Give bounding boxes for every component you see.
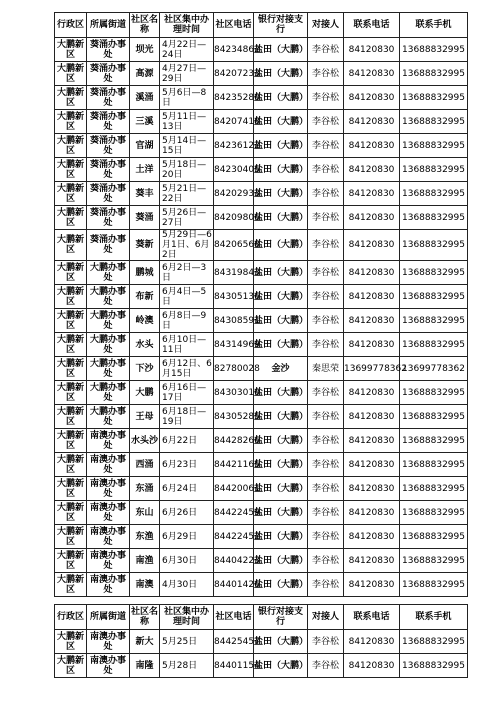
cell-schedule: 6月18日—19日 xyxy=(160,405,214,429)
cell-schedule: 6月10日—11日 xyxy=(160,333,214,357)
cell-community: 官湖 xyxy=(130,134,160,158)
cell-subdistrict: 南澳办事处 xyxy=(87,654,130,678)
cell-bank-branch: 盐田（大鹏） xyxy=(254,206,308,230)
cell-contact-phone: 84120830 xyxy=(344,309,400,333)
cell-district: 大鹏新区 xyxy=(55,38,87,62)
cell-district: 大鹏新区 xyxy=(55,525,87,549)
cell-community-phone: 84236122 xyxy=(214,134,254,158)
cell-contact-person: 李谷松 xyxy=(308,381,344,405)
cell-district: 大鹏新区 xyxy=(55,501,87,525)
cell-contact-person: 李谷松 xyxy=(308,285,344,309)
cell-schedule: 4月22日—24日 xyxy=(160,38,214,62)
cell-community-phone: 84303010 xyxy=(214,381,254,405)
cell-contact-person: 李谷松 xyxy=(308,206,344,230)
cell-contact-phone: 84120830 xyxy=(344,405,400,429)
cell-district: 大鹏新区 xyxy=(55,206,87,230)
cell-community-phone: 84207233 xyxy=(214,62,254,86)
cell-contact-phone: 84120830 xyxy=(344,86,400,110)
cell-schedule: 6月4日—5日 xyxy=(160,285,214,309)
cell-district: 大鹏新区 xyxy=(55,285,87,309)
cell-schedule: 5月21日—22日 xyxy=(160,182,214,206)
header-contact-mobile: 联系手机 xyxy=(400,605,468,630)
cell-contact-person: 李谷松 xyxy=(308,309,344,333)
table-row xyxy=(55,182,468,206)
table-row xyxy=(55,206,468,230)
cell-community: 三溪 xyxy=(130,110,160,134)
cell-community: 南渔 xyxy=(130,549,160,573)
cell-community-phone: 84428266 xyxy=(214,429,254,453)
cell-schedule: 6月16日—17日 xyxy=(160,381,214,405)
cell-contact-phone: 84120830 xyxy=(344,549,400,573)
cell-contact-person: 李谷松 xyxy=(308,654,344,678)
cell-contact-person: 李谷松 xyxy=(308,525,344,549)
cell-contact-phone: 84120830 xyxy=(344,261,400,285)
cell-schedule: 5月25日 xyxy=(160,630,214,654)
cell-community: 东渔 xyxy=(130,525,160,549)
cell-district: 大鹏新区 xyxy=(55,309,87,333)
cell-community-phone: 84422452 xyxy=(214,525,254,549)
cell-district: 大鹏新区 xyxy=(55,477,87,501)
cell-community: 坝光 xyxy=(130,38,160,62)
cell-district: 大鹏新区 xyxy=(55,549,87,573)
cell-schedule: 6月8日—9日 xyxy=(160,309,214,333)
cell-community: 王母 xyxy=(130,405,160,429)
cell-contact-person: 李谷松 xyxy=(308,182,344,206)
table-row xyxy=(55,357,468,381)
cell-subdistrict: 大鹏办事处 xyxy=(87,381,130,405)
cell-community-phone: 84234862 xyxy=(214,38,254,62)
cell-contact-mobile: 13688832995 xyxy=(400,206,468,230)
cell-contact-phone: 84120830 xyxy=(344,573,400,597)
table-row xyxy=(55,110,468,134)
table-row xyxy=(55,333,468,357)
cell-contact-mobile: 13688832995 xyxy=(400,110,468,134)
cell-community: 葵丰 xyxy=(130,182,160,206)
cell-bank-branch: 盐田（大鹏） xyxy=(254,134,308,158)
header-schedule: 社区集中办理时间 xyxy=(160,605,214,630)
cell-contact-person: 李谷松 xyxy=(308,62,344,86)
cell-contact-mobile: 13688832995 xyxy=(400,285,468,309)
cell-community-phone: 84202933 xyxy=(214,182,254,206)
cell-community: 布新 xyxy=(130,285,160,309)
cell-bank-branch: 盐田（大鹏） xyxy=(254,333,308,357)
cell-community: 东山 xyxy=(130,501,160,525)
cell-community-phone: 84235280 xyxy=(214,86,254,110)
cell-contact-mobile: 13688832995 xyxy=(400,654,468,678)
cell-bank-branch: 盐田（大鹏） xyxy=(254,182,308,206)
cell-district: 大鹏新区 xyxy=(55,405,87,429)
cell-district: 大鹏新区 xyxy=(55,654,87,678)
cell-contact-phone: 84120830 xyxy=(344,381,400,405)
header-schedule: 社区集中办理时间 xyxy=(160,13,214,38)
cell-district: 大鹏新区 xyxy=(55,86,87,110)
cell-contact-phone: 84120830 xyxy=(344,182,400,206)
cell-contact-phone: 84120830 xyxy=(344,333,400,357)
schedule-table-main xyxy=(54,12,468,597)
table-row xyxy=(55,573,468,597)
cell-subdistrict: 葵涌办事处 xyxy=(87,38,130,62)
cell-district: 大鹏新区 xyxy=(55,230,87,261)
cell-schedule: 6月29日 xyxy=(160,525,214,549)
cell-district: 大鹏新区 xyxy=(55,357,87,381)
table-row xyxy=(55,230,468,261)
cell-contact-person: 李谷松 xyxy=(308,158,344,182)
table-row xyxy=(55,158,468,182)
cell-contact-mobile: 13688832995 xyxy=(400,405,468,429)
cell-community: 水头沙 xyxy=(130,429,160,453)
cell-subdistrict: 葵涌办事处 xyxy=(87,134,130,158)
cell-bank-branch: 盐田（大鹏） xyxy=(254,110,308,134)
cell-bank-branch: 盐田（大鹏） xyxy=(254,654,308,678)
cell-contact-person: 李谷松 xyxy=(308,110,344,134)
cell-contact-phone: 84120830 xyxy=(344,230,400,261)
cell-subdistrict: 葵涌办事处 xyxy=(87,182,130,206)
cell-community: 鹏城 xyxy=(130,261,160,285)
cell-schedule: 5月26日—27日 xyxy=(160,206,214,230)
cell-bank-branch: 金沙 xyxy=(254,357,308,381)
cell-community-phone: 84319843 xyxy=(214,261,254,285)
cell-contact-person: 李谷松 xyxy=(308,477,344,501)
header-contact-mobile: 联系手机 xyxy=(400,13,468,38)
cell-community-phone: 84308591 xyxy=(214,309,254,333)
cell-subdistrict: 南澳办事处 xyxy=(87,453,130,477)
cell-community: 新大 xyxy=(130,630,160,654)
cell-community: 水头 xyxy=(130,333,160,357)
cell-subdistrict: 大鹏办事处 xyxy=(87,309,130,333)
cell-contact-person: 李谷松 xyxy=(308,405,344,429)
header-district: 行政区 xyxy=(55,605,87,630)
table-row xyxy=(55,285,468,309)
header-contact-phone: 联系电话 xyxy=(344,605,400,630)
header-contact-person: 对接人 xyxy=(308,605,344,630)
cell-contact-mobile: 13688832995 xyxy=(400,549,468,573)
cell-contact-phone: 13699778362 xyxy=(344,357,400,381)
schedule-table-continued xyxy=(54,604,468,678)
header-bank-branch: 银行对接支行 xyxy=(254,605,308,630)
header-community: 社区名称 xyxy=(130,13,160,38)
cell-schedule: 5月29日—6月1日、6月2日 xyxy=(160,230,214,261)
cell-bank-branch: 盐田（大鹏） xyxy=(254,405,308,429)
table-header-row xyxy=(55,13,468,38)
cell-subdistrict: 南澳办事处 xyxy=(87,501,130,525)
cell-bank-branch: 盐田（大鹏） xyxy=(254,477,308,501)
cell-subdistrict: 葵涌办事处 xyxy=(87,158,130,182)
table-row xyxy=(55,405,468,429)
cell-community: 南隆 xyxy=(130,654,160,678)
cell-community-phone: 84305285 xyxy=(214,405,254,429)
cell-community: 大鹏 xyxy=(130,381,160,405)
cell-district: 大鹏新区 xyxy=(55,381,87,405)
cell-contact-mobile: 13688832995 xyxy=(400,261,468,285)
cell-district: 大鹏新区 xyxy=(55,110,87,134)
cell-contact-phone: 84120830 xyxy=(344,134,400,158)
cell-contact-person: 李谷松 xyxy=(308,134,344,158)
cell-contact-person: 李谷松 xyxy=(308,630,344,654)
cell-contact-person: 李谷松 xyxy=(308,230,344,261)
table-row xyxy=(55,261,468,285)
cell-community-phone: 84230405 xyxy=(214,158,254,182)
cell-community-phone: 84404223 xyxy=(214,549,254,573)
cell-community-phone: 84401426 xyxy=(214,573,254,597)
table-header-row xyxy=(55,605,468,630)
cell-contact-mobile: 13688832995 xyxy=(400,38,468,62)
cell-bank-branch: 盐田（大鹏） xyxy=(254,381,308,405)
cell-contact-mobile: 13688832995 xyxy=(400,453,468,477)
cell-subdistrict: 南澳办事处 xyxy=(87,429,130,453)
cell-bank-branch: 盐田（大鹏） xyxy=(254,549,308,573)
cell-district: 大鹏新区 xyxy=(55,453,87,477)
table-row xyxy=(55,525,468,549)
cell-schedule: 6月24日 xyxy=(160,477,214,501)
cell-contact-person: 李谷松 xyxy=(308,501,344,525)
cell-bank-branch: 盐田（大鹏） xyxy=(254,630,308,654)
cell-contact-person: 李谷松 xyxy=(308,333,344,357)
cell-community: 下沙 xyxy=(130,357,160,381)
cell-contact-mobile: 13688832995 xyxy=(400,381,468,405)
cell-contact-phone: 84120830 xyxy=(344,501,400,525)
table-row xyxy=(55,501,468,525)
cell-district: 大鹏新区 xyxy=(55,134,87,158)
table-row xyxy=(55,309,468,333)
cell-contact-phone: 84120830 xyxy=(344,110,400,134)
cell-subdistrict: 葵涌办事处 xyxy=(87,62,130,86)
cell-contact-mobile: 13688832995 xyxy=(400,333,468,357)
cell-district: 大鹏新区 xyxy=(55,630,87,654)
cell-community: 葵新 xyxy=(130,230,160,261)
cell-schedule: 6月26日 xyxy=(160,501,214,525)
cell-contact-phone: 84120830 xyxy=(344,429,400,453)
cell-contact-phone: 84120830 xyxy=(344,285,400,309)
table-row xyxy=(55,62,468,86)
cell-bank-branch: 盐田（大鹏） xyxy=(254,261,308,285)
cell-contact-mobile: 13688832995 xyxy=(400,134,468,158)
cell-schedule: 5月18日—20日 xyxy=(160,158,214,182)
cell-bank-branch: 盐田（大鹏） xyxy=(254,285,308,309)
cell-contact-phone: 84120830 xyxy=(344,38,400,62)
cell-bank-branch: 盐田（大鹏） xyxy=(254,158,308,182)
cell-contact-mobile: 13688832995 xyxy=(400,477,468,501)
cell-contact-phone: 84120830 xyxy=(344,62,400,86)
header-subdistrict: 所属街道 xyxy=(87,13,130,38)
cell-schedule: 6月30日 xyxy=(160,549,214,573)
cell-contact-mobile: 13688832995 xyxy=(400,182,468,206)
cell-schedule: 5月11日—13日 xyxy=(160,110,214,134)
table-row xyxy=(55,654,468,678)
cell-subdistrict: 葵涌办事处 xyxy=(87,110,130,134)
table-row xyxy=(55,549,468,573)
cell-contact-mobile: 13688832995 xyxy=(400,309,468,333)
cell-contact-mobile: 13688832995 xyxy=(400,62,468,86)
table-row xyxy=(55,453,468,477)
cell-bank-branch: 盐田（大鹏） xyxy=(254,86,308,110)
cell-subdistrict: 葵涌办事处 xyxy=(87,230,130,261)
cell-subdistrict: 大鹏办事处 xyxy=(87,333,130,357)
header-bank-branch: 银行对接支行 xyxy=(254,13,308,38)
cell-district: 大鹏新区 xyxy=(55,158,87,182)
cell-bank-branch: 盐田（大鹏） xyxy=(254,230,308,261)
cell-schedule: 5月14日—15日 xyxy=(160,134,214,158)
cell-subdistrict: 南澳办事处 xyxy=(87,525,130,549)
cell-contact-mobile: 13688832995 xyxy=(400,573,468,597)
cell-community: 高源 xyxy=(130,62,160,86)
cell-contact-phone: 84120830 xyxy=(344,525,400,549)
cell-contact-person: 李谷松 xyxy=(308,261,344,285)
header-contact-phone: 联系电话 xyxy=(344,13,400,38)
cell-schedule: 4月30日 xyxy=(160,573,214,597)
cell-subdistrict: 大鹏办事处 xyxy=(87,261,130,285)
table-row xyxy=(55,477,468,501)
cell-contact-mobile: 13688832995 xyxy=(400,525,468,549)
cell-contact-person: 李谷松 xyxy=(308,549,344,573)
cell-district: 大鹏新区 xyxy=(55,261,87,285)
cell-district: 大鹏新区 xyxy=(55,62,87,86)
cell-community: 土洋 xyxy=(130,158,160,182)
cell-subdistrict: 葵涌办事处 xyxy=(87,86,130,110)
cell-contact-mobile: 13688832995 xyxy=(400,429,468,453)
cell-community: 葵涌 xyxy=(130,206,160,230)
cell-contact-mobile: 13688832995 xyxy=(400,158,468,182)
cell-subdistrict: 大鹏办事处 xyxy=(87,357,130,381)
cell-bank-branch: 盐田（大鹏） xyxy=(254,62,308,86)
table-row xyxy=(55,381,468,405)
cell-contact-person: 李谷松 xyxy=(308,38,344,62)
table-row xyxy=(55,86,468,110)
cell-bank-branch: 盐田（大鹏） xyxy=(254,309,308,333)
cell-subdistrict: 南澳办事处 xyxy=(87,549,130,573)
cell-community-phone: 84422459 xyxy=(214,501,254,525)
header-community-phone: 社区电话 xyxy=(214,605,254,630)
cell-schedule: 6月22日 xyxy=(160,429,214,453)
cell-contact-phone: 84120830 xyxy=(344,477,400,501)
cell-district: 大鹏新区 xyxy=(55,182,87,206)
table-row xyxy=(55,429,468,453)
cell-community-phone: 84314969 xyxy=(214,333,254,357)
cell-district: 大鹏新区 xyxy=(55,429,87,453)
cell-contact-phone: 84120830 xyxy=(344,158,400,182)
cell-community-phone: 84209806 xyxy=(214,206,254,230)
cell-contact-mobile: 13699778362 xyxy=(400,357,468,381)
cell-bank-branch: 盐田（大鹏） xyxy=(254,501,308,525)
header-contact-person: 对接人 xyxy=(308,13,344,38)
cell-contact-phone: 84120830 xyxy=(344,206,400,230)
cell-bank-branch: 盐田（大鹏） xyxy=(254,525,308,549)
cell-contact-mobile: 13688832995 xyxy=(400,230,468,261)
cell-subdistrict: 南澳办事处 xyxy=(87,573,130,597)
cell-schedule: 5月28日 xyxy=(160,654,214,678)
cell-community: 溪涌 xyxy=(130,86,160,110)
cell-contact-phone: 84120830 xyxy=(344,630,400,654)
cell-contact-mobile: 13688832995 xyxy=(400,630,468,654)
header-community-phone: 社区电话 xyxy=(214,13,254,38)
header-subdistrict: 所属街道 xyxy=(87,605,130,630)
cell-district: 大鹏新区 xyxy=(55,573,87,597)
cell-schedule: 6月2日—3日 xyxy=(160,261,214,285)
header-community: 社区名称 xyxy=(130,605,160,630)
cell-community: 岭澳 xyxy=(130,309,160,333)
cell-contact-phone: 84120830 xyxy=(344,654,400,678)
cell-community-phone: 84421165 xyxy=(214,453,254,477)
cell-contact-mobile: 13688832995 xyxy=(400,86,468,110)
cell-schedule: 5月6日—8日 xyxy=(160,86,214,110)
cell-schedule: 6月23日 xyxy=(160,453,214,477)
cell-community: 东涌 xyxy=(130,477,160,501)
cell-subdistrict: 南澳办事处 xyxy=(87,630,130,654)
cell-bank-branch: 盐田（大鹏） xyxy=(254,429,308,453)
cell-community-phone: 82780028 xyxy=(214,357,254,381)
cell-community-phone: 84401154 xyxy=(214,654,254,678)
cell-contact-person: 李谷松 xyxy=(308,86,344,110)
cell-subdistrict: 大鹏办事处 xyxy=(87,405,130,429)
cell-community-phone: 84206568 xyxy=(214,230,254,261)
cell-contact-person: 李谷松 xyxy=(308,573,344,597)
cell-bank-branch: 盐田（大鹏） xyxy=(254,453,308,477)
cell-schedule: 6月12日、6月15日 xyxy=(160,357,214,381)
cell-subdistrict: 葵涌办事处 xyxy=(87,206,130,230)
cell-bank-branch: 盐田（大鹏） xyxy=(254,573,308,597)
cell-contact-mobile: 13688832995 xyxy=(400,501,468,525)
cell-bank-branch: 盐田（大鹏） xyxy=(254,38,308,62)
cell-contact-phone: 84120830 xyxy=(344,453,400,477)
table-row xyxy=(55,630,468,654)
cell-community: 西涌 xyxy=(130,453,160,477)
cell-community-phone: 84425457 xyxy=(214,630,254,654)
cell-contact-person: 李谷松 xyxy=(308,429,344,453)
cell-subdistrict: 南澳办事处 xyxy=(87,477,130,501)
cell-contact-person: 李谷松 xyxy=(308,453,344,477)
header-district: 行政区 xyxy=(55,13,87,38)
cell-community: 南澳 xyxy=(130,573,160,597)
cell-community-phone: 84305136 xyxy=(214,285,254,309)
cell-district: 大鹏新区 xyxy=(55,333,87,357)
cell-contact-person: 秦思荣 xyxy=(308,357,344,381)
cell-community-phone: 84207418 xyxy=(214,110,254,134)
cell-community-phone: 84420061 xyxy=(214,477,254,501)
cell-schedule: 4月27日—29日 xyxy=(160,62,214,86)
cell-subdistrict: 大鹏办事处 xyxy=(87,285,130,309)
table-row xyxy=(55,134,468,158)
table-row xyxy=(55,38,468,62)
